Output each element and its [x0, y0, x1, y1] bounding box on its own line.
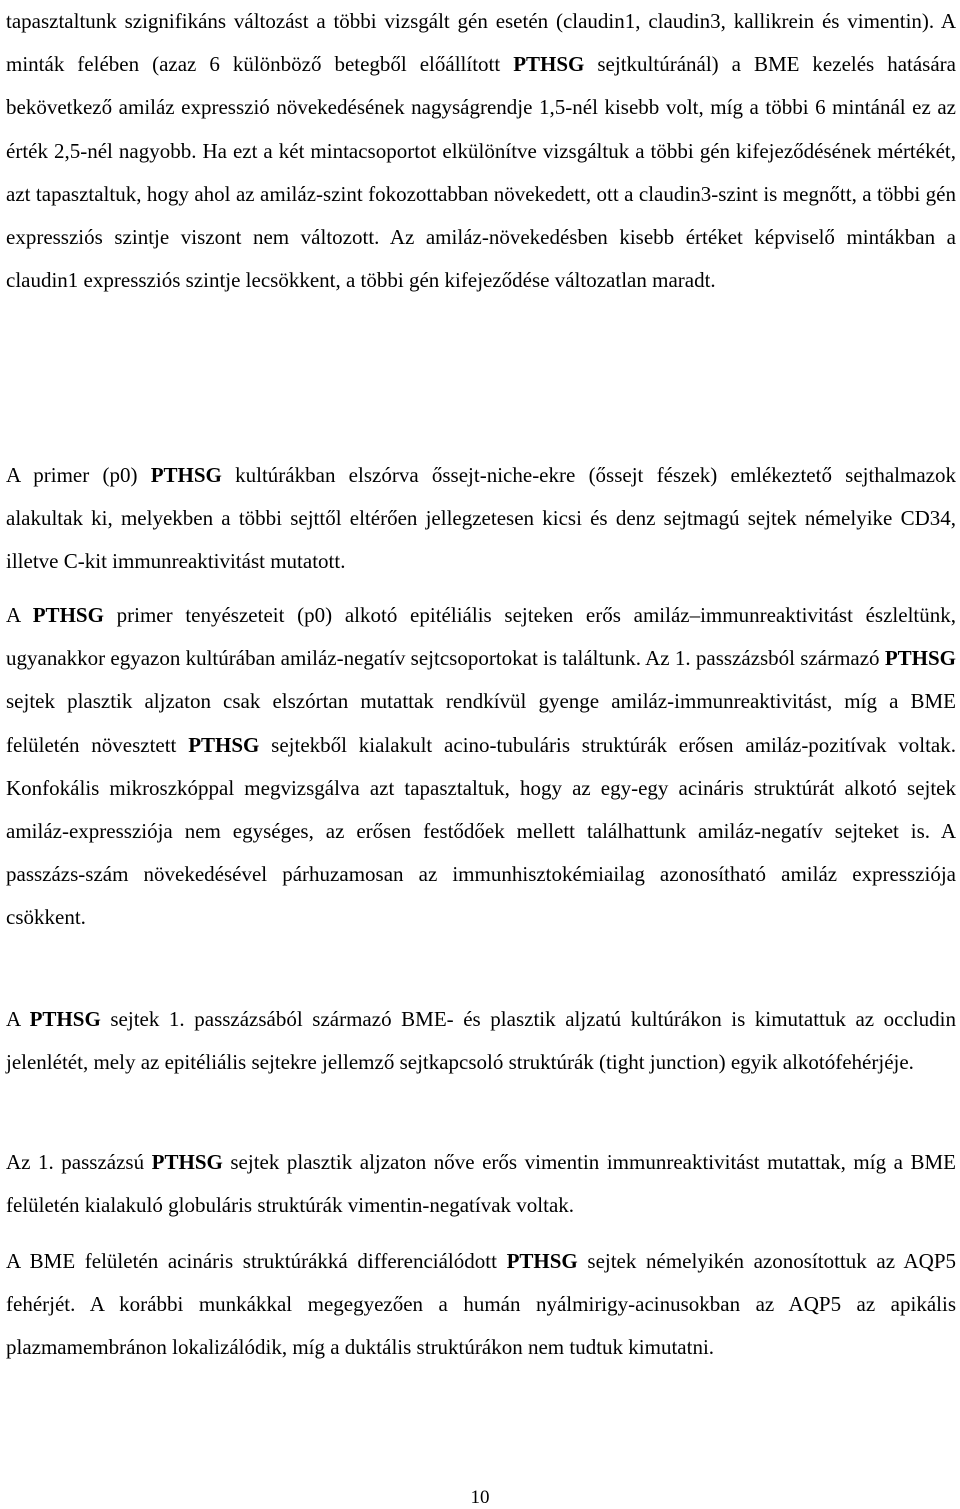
text-run: primer tenyészeteit (p0) alkotó epitéliális sejteken erős amiláz–immunreaktivitást észleltünk, ugyanakkor egyazon kultúrában amiláz-negatív sejtcsoportokat is találtunk. Az 1. passzázsból származó: [6, 603, 957, 671]
text-run: A BME felületén acináris struktúrákká differenciálódott: [6, 1249, 507, 1273]
paragraph-vimentin: [6, 1141, 956, 1227]
text-run: A primer (p0): [6, 463, 151, 487]
bold-term: PTHSG: [506, 1249, 578, 1273]
text-run: sejtek plasztik aljzaton csak elszórtan mutattak rendkívül gyenge amiláz-immunreaktivitást, míg a BME felületén növesztett: [6, 689, 956, 757]
text-run: sejtek 1. passzázsából származó BME- és plasztik aljzatú kultúrákon is kimutattuk az occludin jelenlétét, mely az epitéliális sejtekre jellemző sejtkapcsoló struktúrák (tight junction) egyik alkotófehérjéje.: [6, 1007, 956, 1075]
text-run: A: [6, 1007, 30, 1031]
text-run: sejtek némelyikén azonosítottuk az AQP5 fehérjét. A korábbi munkákkal megegyezően a humán nyálmirigy-acinusokban az AQP5 az apikális plazmamembránon lokalizálódik, míg a duktális struktúrákon nem tudtuk kimutatni.: [6, 1249, 957, 1360]
paragraph-amylase-expression: [6, 0, 956, 302]
text-run: sejtekből kialakult acino-tubuláris struktúrák erősen amiláz-pozitívak voltak. Konfokális mikroszkóppal megvizsgálva azt tapasztaltuk, hogy az egy-egy acináris struktúrát alkotó sejtek amiláz-expressziója nem egységes, az erősen festődőek mellett találhattunk amiláz-negatív sejteket is. A passzázs-szám növekedésével párhuzamosan az immunhisztokémiailag azonosítható amiláz expressziója csökkent.: [6, 732, 956, 930]
bold-term: PTHSG: [188, 732, 260, 757]
bold-term: PTHSG: [884, 646, 956, 671]
text-run: sejtkultúránál) a BME kezelés hatására bekövetkező amiláz expresszió növekedésének nagyságrendje 1,5-nél kisebb volt, míg a többi 6 mintánál ez az érték 2,5-nél nagyobb. Ha ezt a két mintacsoportot elkülönítve vizsgáltuk a többi gén kifejeződésének mértékét, azt tapasztaltuk, hogy ahol az amiláz-szint fokozottabban növekedett, ott a claudin3-szint is megnőtt, a többi gén expressziós szintje viszont nem változott. Az amiláz-növekedésben kisebb értéket képviselő mintákban a claudin1 expressziós szintje lecsökkent, a többi gén kifejeződése változatlan maradt.: [6, 52, 956, 293]
text-run: sejtek plasztik aljzaton nőve erős vimentin immunreaktivitást mutattak, míg a BME felületén kialakuló globuláris struktúrák vimentin-negatívak voltak.: [6, 1150, 956, 1218]
text-run: Az 1. passzázsú: [6, 1150, 152, 1174]
paragraph-amylase-immunoreactivity: [6, 594, 956, 940]
bold-term: PTHSG: [29, 1007, 101, 1031]
bold-term: PTHSG: [151, 1150, 223, 1174]
text-run: tapasztaltunk szignifikáns változást a többi vizsgált gén esetén (claudin1, claudin3, kallikrein és vimentin). A minták felében (azaz 6 különböző betegből előállított: [6, 9, 956, 77]
bold-term: PTHSG: [513, 52, 585, 77]
bold-term: PTHSG: [150, 463, 222, 487]
text-run: kultúrákban elszórva őssejt-niche-ekre (őssejt fészek) emlékeztető sejthalmazok alakultak ki, melyekben a többi sejttől eltérően jellegzetesen kicsi és denz sejtmagú sejtek némelyike CD34, illetve C-kit immunreaktivitást mutatott.: [6, 463, 956, 574]
text-run: A: [6, 603, 33, 627]
bold-term: PTHSG: [32, 603, 104, 627]
paragraph-occludin: [6, 998, 956, 1084]
page-number: 10: [470, 1487, 490, 1508]
paragraph-stem-cell-niche: [6, 454, 956, 584]
paragraph-aqp5: [6, 1240, 956, 1370]
